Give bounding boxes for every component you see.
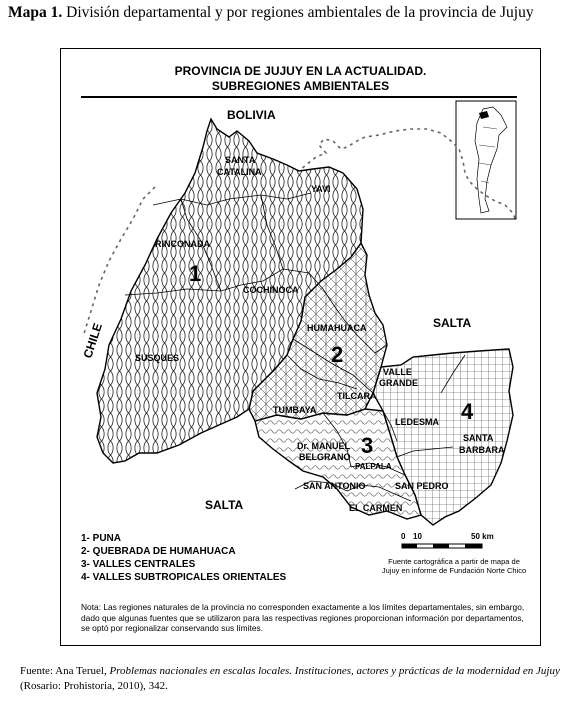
- dept-ledesma: LEDESMA: [395, 417, 440, 427]
- region-number-4: 4: [461, 399, 474, 424]
- legend: [81, 532, 286, 584]
- dept-tilcara: TILCARA: [337, 391, 377, 401]
- inset-map: [456, 101, 516, 219]
- dept-susques: SUSQUES: [135, 353, 180, 363]
- figure-caption: [8, 4, 534, 22]
- region-number-3: 3: [361, 433, 374, 458]
- map-note: Nota: Las regiones naturales de la provincia no corresponden exactamente a los límites departamentales, sin embargo, dado que algunas fuentes que se utilizaron para las respectivas regiones proporcionan información por departamentos, se optó por regionalizar conservando sus límites.: [81, 602, 525, 633]
- dept-valle-grande-1: VALLE: [383, 367, 412, 377]
- label-salta-south: SALTA: [205, 498, 244, 512]
- dept-santa-barbara-1: SANTA: [463, 433, 494, 443]
- label-chile: CHILE: [80, 321, 105, 360]
- scale-bar-graphic: [401, 542, 521, 556]
- dept-el-carmen: EL CARMEN: [349, 503, 403, 513]
- dept-santa-catalina-2: CATALINA: [217, 167, 262, 177]
- footer-book-title: Problemas nacionales en escalas locales. Instituciones, actores y prácticas de la modernidad en Jujuy: [109, 665, 560, 677]
- dept-santa-barbara-2: BARBARA: [459, 445, 505, 455]
- scale-zero: 0: [401, 532, 406, 541]
- dept-humahuaca: HUMAHUACA: [307, 323, 367, 333]
- dept-tumbaya: TUMBAYA: [273, 405, 317, 415]
- caption-label: Mapa 1.: [8, 4, 63, 21]
- figure-footer: [20, 664, 570, 694]
- dept-valle-grande-2: GRANDE: [379, 378, 419, 388]
- dept-rinconada: RINCONADA: [155, 239, 210, 249]
- legend-item-2: 2- QUEBRADA DE HUMAHUACA: [81, 546, 236, 557]
- dept-manuel-belgrano-1: Dr. MANUEL: [297, 441, 351, 451]
- dept-san-antonio: SAN ANTONIO: [303, 481, 366, 491]
- legend-item-3: 3- VALLES CENTRALES: [81, 559, 196, 570]
- label-salta-east: SALTA: [433, 316, 472, 330]
- legend-item-1: 1- PUNA: [81, 533, 122, 544]
- caption-text: División departamental y por regiones ambientales de la provincia de Jujuy: [66, 4, 534, 21]
- footer-suffix: (Rosario: Prohistoria, 2010), 342.: [20, 680, 168, 692]
- map-frame: [60, 48, 541, 646]
- map-title-line1: PROVINCIA DE JUJUY EN LA ACTUALIDAD.: [174, 64, 427, 78]
- region-number-1: 1: [189, 261, 202, 286]
- scale-fifty: 50 km: [471, 532, 494, 541]
- dept-manuel-belgrano-2: BELGRANO: [299, 452, 351, 462]
- scale-bar: [401, 532, 521, 556]
- dept-palpala: PALPALA: [355, 462, 392, 471]
- dept-san-pedro: SAN PEDRO: [395, 481, 449, 491]
- dept-yavi: YAVI: [311, 184, 331, 194]
- dept-santa-catalina-1: SANTA: [225, 155, 256, 165]
- legend-item-4: 4- VALLES SUBTROPICALES ORIENTALES: [81, 572, 287, 583]
- label-bolivia: BOLIVIA: [227, 108, 276, 122]
- dept-cochinoca: COCHINOCA: [243, 285, 299, 295]
- scale-ten: 10: [413, 532, 422, 541]
- footer-prefix: Fuente: Ana Teruel,: [20, 665, 107, 677]
- map-title-line2: SUBREGIONES AMBIENTALES: [211, 79, 390, 93]
- map-source-note: Fuente cartográfica a partir de mapa de Jujuy en informe de Fundación Norte Chico: [381, 557, 527, 575]
- region-number-2: 2: [331, 342, 344, 367]
